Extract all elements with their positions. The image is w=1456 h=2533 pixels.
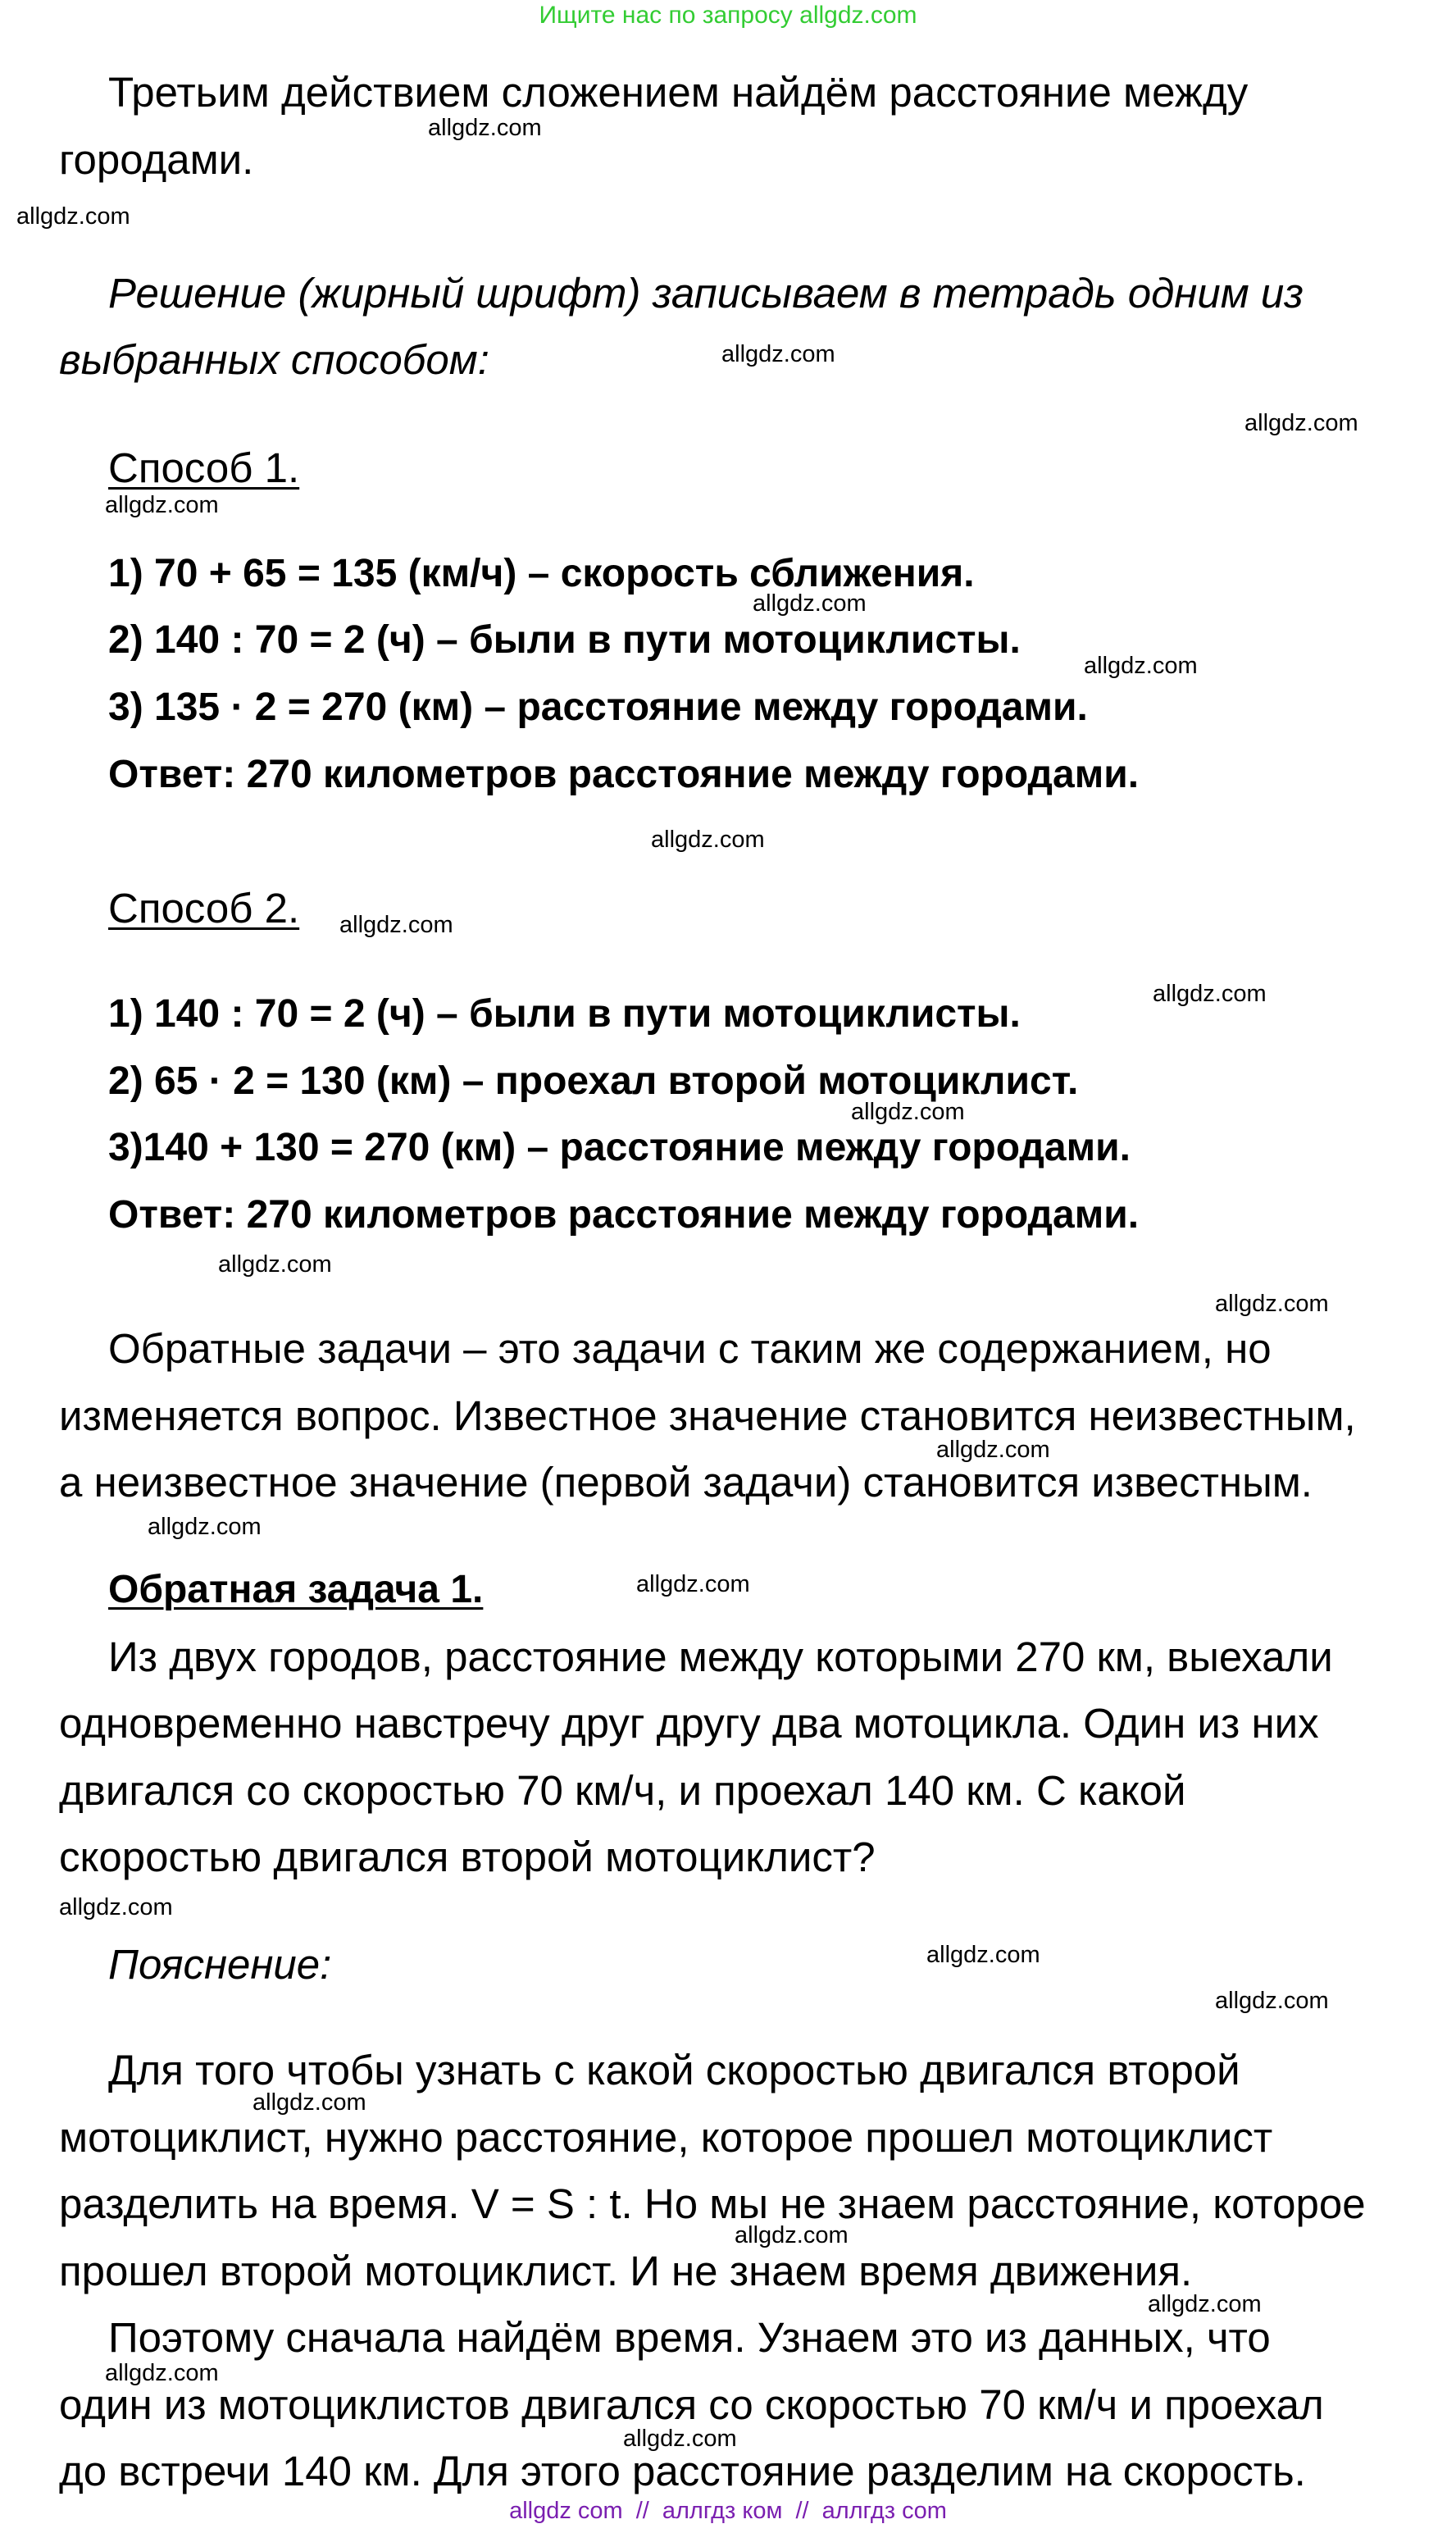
text-line-italic: выбранных способом: bbox=[59, 336, 489, 383]
watermark: allgdz.com bbox=[851, 1099, 965, 1125]
text-line-italic: Решение (жирный шрифт) записываем в тетрадь одним из bbox=[108, 270, 1304, 317]
text-line: изменяется вопрос. Известное значение становится неизвестным, bbox=[59, 1392, 1356, 1439]
watermark: allgdz.com bbox=[1215, 1291, 1329, 1317]
text-line: до встречи 140 км. Для этого расстояние разделим на скорость. bbox=[59, 2448, 1306, 2494]
watermark: allgdz.com bbox=[936, 1437, 1050, 1463]
watermark: allgdz.com bbox=[636, 1571, 750, 1597]
watermark: allgdz.com bbox=[218, 1251, 332, 1278]
text-line: Из двух городов, расстояние между которыми 270 км, выехали bbox=[108, 1633, 1333, 1680]
text-line: Третьим действием сложением найдём расстояние между bbox=[108, 69, 1249, 116]
watermark: allgdz.com bbox=[651, 827, 765, 853]
watermark: allgdz.com bbox=[753, 590, 867, 617]
solution-step: 2) 140 : 70 = 2 (ч) – были в пути мотоциклисты. bbox=[108, 618, 1021, 662]
watermark: allgdz.com bbox=[148, 1514, 262, 1540]
watermark: allgdz.com bbox=[926, 1942, 1040, 1968]
bottom-link[interactable]: аллгдз ком bbox=[662, 2498, 783, 2524]
watermark: allgdz.com bbox=[105, 492, 219, 518]
watermark: allgdz.com bbox=[1215, 1988, 1329, 2014]
watermark: allgdz.com bbox=[1148, 2291, 1262, 2317]
text-line: мотоциклист, нужно расстояние, которое прошел мотоциклист bbox=[59, 2114, 1273, 2161]
text-line: один из мотоциклистов двигался со скоростью 70 км/ч и проехал bbox=[59, 2381, 1324, 2428]
top-banner[interactable]: Ищите нас по запросу allgdz.com bbox=[539, 2, 917, 29]
watermark: allgdz.com bbox=[1153, 981, 1267, 1007]
watermark: allgdz.com bbox=[735, 2222, 849, 2248]
text-line: а неизвестное значение (первой задачи) становится известным. bbox=[59, 1459, 1313, 1506]
text-line: Для того чтобы узнать с какой скоростью двигался второй bbox=[108, 2047, 1240, 2093]
watermark: allgdz.com bbox=[721, 341, 835, 367]
answer: Ответ: 270 километров расстояние между городами. bbox=[108, 753, 1140, 796]
method-2-title: Способ 2. bbox=[108, 885, 300, 932]
text-line: разделить на время. V = S : t. Но мы не знаем расстояние, которое bbox=[59, 2180, 1366, 2227]
watermark: allgdz.com bbox=[59, 1894, 173, 1920]
solution-step: 3)140 + 130 = 270 (км) – расстояние между городами. bbox=[108, 1126, 1131, 1169]
text-line: скоростью двигался второй мотоциклист? bbox=[59, 1834, 876, 1880]
text-line: городами. bbox=[59, 136, 254, 183]
method-1-title: Способ 1. bbox=[108, 444, 300, 491]
answer: Ответ: 270 километров расстояние между городами. bbox=[108, 1193, 1140, 1237]
solution-step: 3) 135 · 2 = 270 (км) – расстояние между городами. bbox=[108, 686, 1088, 729]
text-line: прошел второй мотоциклист. И не знаем время движения. bbox=[59, 2248, 1193, 2294]
bottom-banner[interactable] bbox=[0, 2498, 1456, 2525]
separator: // bbox=[795, 2498, 809, 2524]
watermark: allgdz.com bbox=[339, 912, 453, 938]
watermark: allgdz.com bbox=[623, 2426, 737, 2452]
solution-step: 1) 70 + 65 = 135 (км/ч) – скорость сближения. bbox=[108, 552, 975, 595]
solution-step: 1) 140 : 70 = 2 (ч) – были в пути мотоциклисты. bbox=[108, 992, 1021, 1036]
separator: // bbox=[635, 2498, 649, 2524]
watermark: allgdz.com bbox=[253, 2089, 366, 2116]
watermark: allgdz.com bbox=[1084, 653, 1198, 679]
watermark: allgdz.com bbox=[105, 2360, 219, 2386]
watermark: allgdz.com bbox=[16, 203, 130, 230]
solution-step: 2) 65 · 2 = 130 (км) – проехал второй мотоциклист. bbox=[108, 1059, 1079, 1103]
task-title: Обратная задача 1. bbox=[108, 1568, 484, 1611]
text-line: одновременно навстречу друг другу два мотоцикла. Один из них bbox=[59, 1700, 1319, 1747]
text-line: Обратные задачи – это задачи с таким же содержанием, но bbox=[108, 1325, 1272, 1372]
text-line: двигался со скоростью 70 км/ч, и проехал 140 км. С какой bbox=[59, 1767, 1186, 1814]
bottom-link[interactable]: allgdz com bbox=[509, 2498, 623, 2524]
watermark: allgdz.com bbox=[1244, 410, 1358, 436]
explanation-title: Пояснение: bbox=[108, 1941, 332, 1988]
text-line: Поэтому сначала найдём время. Узнаем это из данных, что bbox=[108, 2314, 1271, 2361]
watermark: allgdz.com bbox=[428, 115, 542, 141]
bottom-link[interactable]: аллгдз com bbox=[821, 2498, 947, 2524]
